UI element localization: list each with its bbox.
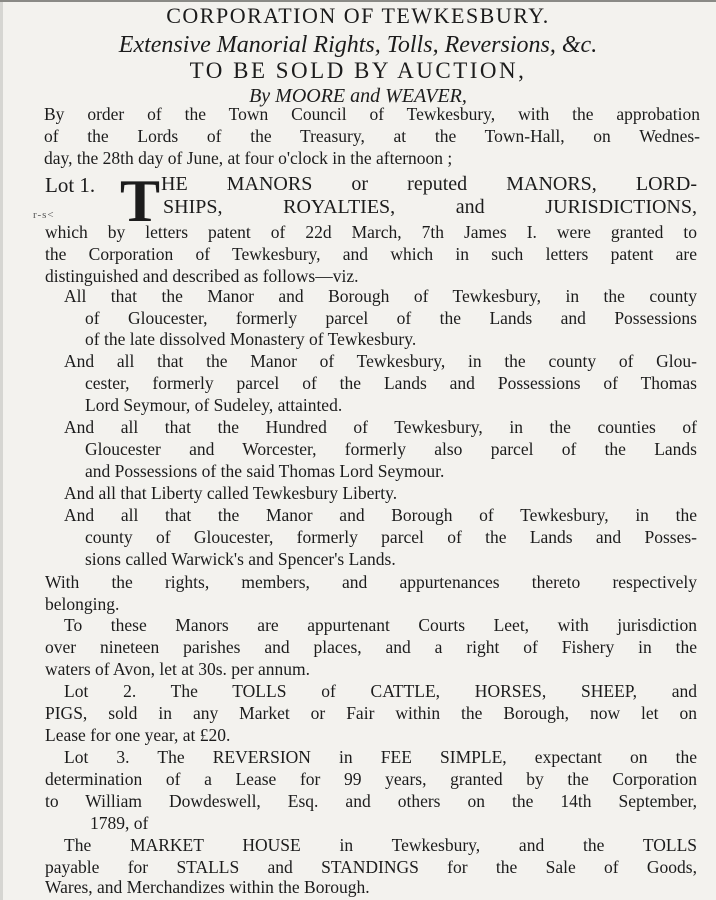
lot2-line-2: PIGS, sold in any Market or Fair within the Borough, now let on bbox=[45, 703, 697, 723]
lot2-line-3: Lease for one year, at £20. bbox=[45, 725, 231, 745]
item2-line-2: cester, formerly parcel of the Lands and Possessions of Thomas bbox=[85, 373, 697, 393]
item1-line-2: of Gloucester, formerly parcel of the Lands and Possessions bbox=[85, 308, 697, 328]
item5-line-2: county of Gloucester, formerly parcel of the Lands and Posses- bbox=[85, 527, 697, 547]
intro-line-2: of the Lords of the Treasury, at the Town-Hall, on Wednes- bbox=[44, 126, 700, 146]
lot3-line-2: determination of a Lease for 99 years, granted by the Corporation bbox=[45, 769, 697, 789]
intro-line-1: By order of the Town Council of Tewkesbury, with the approbation bbox=[44, 104, 700, 124]
lot2-line-1: Lot 2. The TOLLS of CATTLE, HORSES, SHEEP, and bbox=[64, 681, 697, 701]
item3-line-3: and Possessions of the said Thomas Lord Seymour. bbox=[85, 461, 445, 481]
rights-line-2: belonging. bbox=[45, 594, 120, 614]
headline-auctioneers: By MOORE and WEAVER, bbox=[249, 85, 467, 107]
lot1-body-line-3: distinguished and described as follows—viz. bbox=[45, 266, 359, 286]
courts-line-3: waters of Avon, let at 30s. per annum. bbox=[45, 659, 311, 679]
lot1-heading-line-2: SHIPS, ROYALTIES, and JURISDICTIONS, bbox=[163, 196, 697, 218]
lot1-body-line-2: the Corporation of Tewkesbury, and which in such letters patent are bbox=[45, 244, 697, 264]
top-rule bbox=[0, 0, 716, 2]
rights-line-1: With the rights, members, and appurtenances thereto respectively bbox=[45, 572, 697, 592]
lot1-heading-line-1: HE MANORS or reputed MANORS, LORD- bbox=[161, 173, 697, 195]
lot1-label: Lot 1. bbox=[45, 173, 96, 197]
item2-line-1: And all that the Manor of Tewkesbury, in the county of Glou- bbox=[64, 351, 697, 371]
item4-line-1: And all that Liberty called Tewkesbury Liberty. bbox=[64, 483, 398, 503]
lot3-line-7: Wares, and Merchandizes within the Borough. bbox=[45, 877, 370, 897]
courts-line-2: over nineteen parishes and places, and a right of Fishery in the bbox=[45, 637, 697, 657]
headline-title: CORPORATION OF TEWKESBURY. bbox=[166, 3, 550, 28]
item5-line-3: sions called Warwick's and Spencer's Lands. bbox=[85, 549, 396, 569]
item3-line-2: Gloucester and Worcester, formerly also parcel of the Lands bbox=[85, 439, 697, 459]
headline-auction: TO BE SOLD BY AUCTION, bbox=[189, 58, 527, 83]
item1-line-1: All that the Manor and Borough of Tewkesbury, in the county bbox=[64, 286, 697, 306]
lot3-line-6: payable for STALLS and STANDINGS for the Sale of Goods, bbox=[45, 857, 697, 877]
item2-line-3: Lord Seymour, of Sudeley, attainted. bbox=[85, 395, 343, 415]
margin-note: r-s< bbox=[33, 209, 55, 221]
item5-line-1: And all that the Manor and Borough of Tewkesbury, in the bbox=[64, 505, 697, 525]
headline-subtitle: Extensive Manorial Rights, Tolls, Reversions, &c. bbox=[118, 32, 598, 58]
lot3-line-3: to William Dowdeswell, Esq. and others on the 14th September, bbox=[45, 791, 697, 811]
lot3-line-5: The MARKET HOUSE in Tewkesbury, and the TOLLS bbox=[64, 835, 697, 855]
left-rule bbox=[0, 0, 3, 900]
drop-cap: T bbox=[120, 168, 161, 234]
item1-line-3: of the late dissolved Monastery of Tewkesbury. bbox=[85, 329, 417, 349]
lot3-line-4: 1789, of bbox=[90, 813, 149, 833]
item3-line-1: And all that the Hundred of Tewkesbury, in the counties of bbox=[64, 417, 697, 437]
intro-line-3: day, the 28th day of June, at four o'clock in the afternoon ; bbox=[44, 148, 453, 168]
lot1-body-line-1: which by letters patent of 22d March, 7th James I. were granted to bbox=[45, 222, 697, 242]
courts-line-1: To these Manors are appurtenant Courts Leet, with jurisdiction bbox=[64, 615, 697, 635]
lot3-line-1: Lot 3. The REVERSION in FEE SIMPLE, expectant on the bbox=[64, 747, 697, 767]
